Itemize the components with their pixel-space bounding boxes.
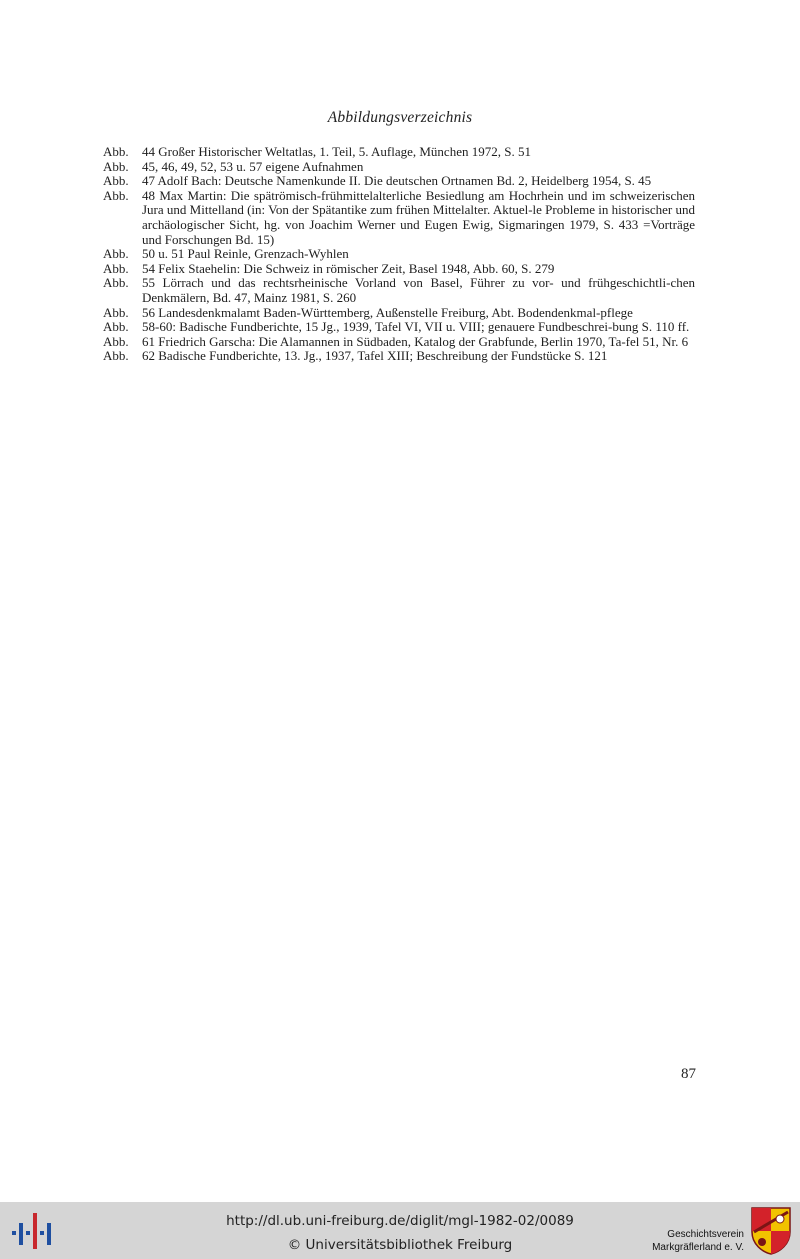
figure-entry bbox=[103, 262, 695, 277]
figure-entry bbox=[103, 160, 695, 175]
page-title: Abbildungsverzeichnis bbox=[327, 109, 473, 126]
figure-entry bbox=[103, 247, 695, 262]
society-name bbox=[620, 1228, 744, 1254]
figure-entry bbox=[103, 145, 695, 160]
figure-entry-text: 47 Adolf Bach: Deutsche Namenkunde II. Die deutschen Ortnamen Bd. 2, Heidelberg 1954, S. 45 bbox=[142, 173, 652, 189]
figure-entry bbox=[103, 320, 695, 335]
digital-library-logo-icon[interactable] bbox=[10, 1209, 54, 1253]
figure-entry-text: 45, 46, 49, 52, 53 u. 57 eigene Aufnahmen bbox=[142, 158, 364, 174]
source-url[interactable]: http://dl.ub.uni-freiburg.de/diglit/mgl-1982-02/0089 bbox=[226, 1213, 574, 1229]
footer-bar bbox=[0, 1202, 800, 1259]
figure-entry-text: 55 Lörrach und das rechtsrheinische Vorland von Basel, Führer zu vor- und frühgeschichtli-chen Denkmälern, Bd. 47, Mainz 1981, S. 260 bbox=[142, 275, 695, 305]
figure-entry bbox=[103, 306, 695, 321]
figure-entry-abbr: Abb. bbox=[103, 333, 129, 349]
figure-entry bbox=[103, 349, 695, 364]
figure-entry-text: 48 Max Martin: Die spätrömisch-frühmittelalterliche Besiedlung am Hochrhein und im schweizerischen Jura und Mittelland (in: Von der Spätantike zum frühen Mittelalter. Aktuel-le Probleme in historischer und archäologischer Sicht, hg. von Joachim Werner und Eugen Ewig, Sigmaringen 1979, S. 433 =Vorträge und Forschungen Bd. 15) bbox=[142, 187, 695, 247]
figure-entry-text: 62 Badische Fundberichte, 13. Jg., 1937, Tafel XIII; Beschreibung der Fundstücke S. 121 bbox=[142, 348, 608, 364]
figure-entry-abbr: Abb. bbox=[103, 319, 129, 335]
figure-entry-abbr: Abb. bbox=[103, 173, 129, 189]
figure-entry bbox=[103, 335, 695, 350]
figure-list bbox=[103, 145, 695, 364]
figure-entry-text: 56 Landesdenkmalamt Baden-Württemberg, Außenstelle Freiburg, Abt. Bodendenkmal-pflege bbox=[142, 304, 633, 320]
figure-entry-abbr: Abb. bbox=[103, 187, 129, 203]
figure-entry-abbr: Abb. bbox=[103, 348, 129, 364]
coat-of-arms-icon bbox=[750, 1206, 792, 1256]
figure-entry bbox=[103, 276, 695, 305]
society-name-line1: Geschichtsverein bbox=[667, 1229, 744, 1240]
figure-entry-abbr: Abb. bbox=[103, 144, 129, 159]
figure-entry-text: 61 Friedrich Garscha: Die Alamannen in Südbaden, Katalog der Grabfunde, Berlin 1970, Ta-fel 51, Nr. 6 bbox=[142, 333, 689, 349]
figure-entry-abbr: Abb. bbox=[103, 246, 129, 262]
society-name-line2: Markgräflerland e. V. bbox=[652, 1242, 744, 1253]
figure-entry bbox=[103, 189, 695, 247]
page-number: 87 bbox=[681, 1066, 696, 1082]
figure-entry-abbr: Abb. bbox=[103, 304, 129, 320]
figure-entry bbox=[103, 174, 695, 189]
figure-entry-text: 44 Großer Historischer Weltatlas, 1. Teil, 5. Auflage, München 1972, S. 51 bbox=[142, 144, 531, 159]
figure-entry-text: 58-60: Badische Fundberichte, 15 Jg., 1939, Tafel VI, VII u. VIII; genauere Fundbeschrei-bung S. 110 ff. bbox=[142, 319, 690, 335]
figure-entry-text: 54 Felix Staehelin: Die Schweiz in römischer Zeit, Basel 1948, Abb. 60, S. 279 bbox=[142, 260, 555, 276]
figure-entry-abbr: Abb. bbox=[103, 275, 129, 291]
figure-entry-text: 50 u. 51 Paul Reinle, Grenzach-Wyhlen bbox=[142, 246, 349, 262]
figure-entry-abbr: Abb. bbox=[103, 260, 129, 276]
figure-entry-abbr: Abb. bbox=[103, 158, 129, 174]
copyright-notice: © Universitätsbibliothek Freiburg bbox=[287, 1237, 513, 1253]
